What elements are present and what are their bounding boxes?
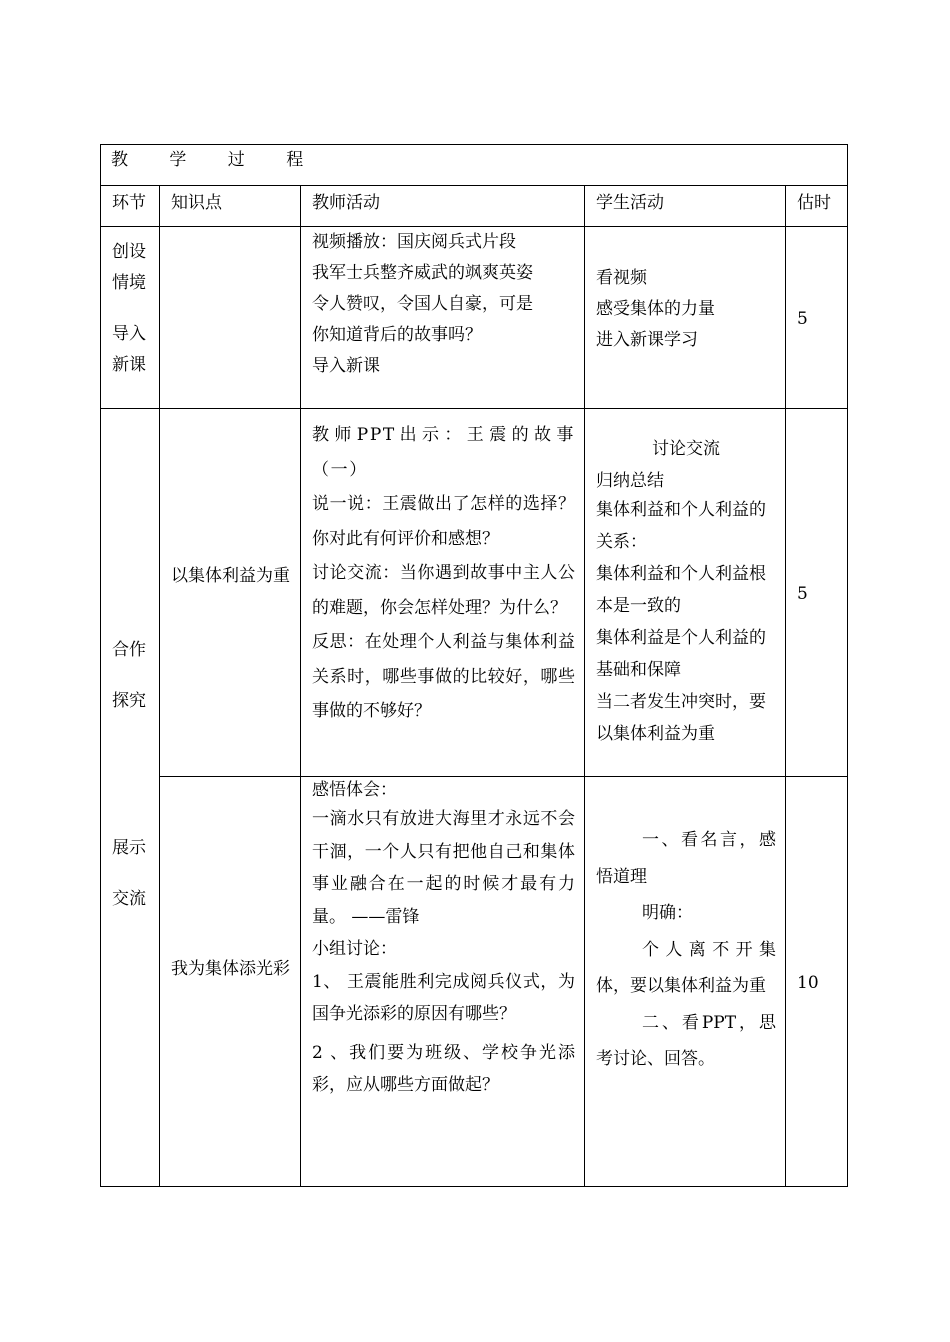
teacher-cell-intro	[301, 227, 585, 409]
teaching-process-table	[100, 144, 848, 1187]
student-cell-contribute	[585, 777, 786, 1187]
time-cell-contribute	[786, 777, 848, 1187]
student-text: 看视频	[596, 268, 647, 288]
time-value: 5	[797, 308, 808, 329]
teacher-text: 导入新课	[312, 356, 380, 376]
stage-cell-intro	[101, 227, 160, 409]
time-cell-collective	[786, 409, 848, 777]
teacher-text: 我军士兵整齐威武的飒爽英姿	[312, 263, 533, 283]
stage-cell-cooperation	[101, 409, 160, 1187]
time-value: 5	[797, 583, 808, 604]
stage-text: 导入	[112, 324, 146, 344]
teacher-text: 2 、我们要为班级、学校争光添彩，应从哪些方面做起？	[312, 1042, 575, 1095]
student-text: 集体利益和个人利益的关系：	[596, 500, 766, 552]
header-student: 学生活动	[585, 186, 786, 227]
student-text: 一、看名言，感悟道理	[596, 830, 776, 887]
teacher-cell-collective	[301, 409, 585, 777]
header-time: 估时	[786, 186, 848, 227]
knowledge-cell-collective	[160, 409, 301, 777]
stage-text: 交流	[112, 889, 146, 909]
stage-text: 探究	[112, 691, 146, 711]
stage-text: 合作	[112, 640, 146, 660]
student-text: 明确：	[642, 903, 693, 923]
student-text: 二、看PPT，思考讨论、回答。	[596, 1012, 776, 1069]
teacher-text: 讨论交流：当你遇到故事中主人公的难题，你会怎样处理？为什么？	[312, 563, 575, 618]
teacher-text: 教师PPT出示：王震的故事（一）	[312, 425, 575, 480]
teacher-text: 令人赞叹，令国人自豪，可是	[312, 294, 533, 314]
knowledge-cell-contribute	[160, 777, 301, 1187]
table-title: 教 学 过 程	[111, 150, 322, 170]
teacher-text: 说一说：王震做出了怎样的选择？你对此有何评价和感想？	[312, 494, 575, 549]
student-text: 集体利益和个人利益根本是一致的	[596, 564, 766, 616]
student-heading: 讨论交流	[652, 439, 720, 459]
teacher-text: 你知道背后的故事吗？	[312, 325, 482, 345]
header-stage: 环节	[101, 186, 160, 227]
teacher-text: 小组讨论：	[312, 939, 397, 959]
student-text: 归纳总结	[596, 471, 664, 491]
student-text: 进入新课学习	[596, 330, 698, 350]
student-text: 个人离不开集体，要以集体利益为重	[596, 939, 776, 996]
student-text: 当二者发生冲突时，要以集体利益为重	[596, 692, 766, 744]
stage-text: 新课	[112, 355, 146, 375]
table-row-contribute	[101, 777, 848, 1187]
stage-text: 情境	[112, 273, 146, 293]
knowledge-text: 以集体利益为重	[171, 566, 290, 586]
stage-text: 展示	[112, 838, 146, 858]
table-title-row	[101, 145, 848, 186]
teacher-text: 视频播放：国庆阅兵式片段	[312, 232, 516, 252]
knowledge-cell-intro	[160, 227, 301, 409]
header-teacher: 教师活动	[301, 186, 585, 227]
student-cell-collective	[585, 409, 786, 777]
table-row-cooperation	[101, 409, 848, 777]
teacher-cell-contribute	[301, 777, 585, 1187]
time-cell-intro	[786, 227, 848, 409]
stage-text: 创设	[112, 242, 146, 262]
teacher-text: 一滴水只有放进大海里才永远不会干涸，一个人只有把他自己和集体事业融合在一起的时候才最有力量。 ——雷锋	[312, 809, 575, 927]
table-header-row	[101, 186, 848, 227]
student-text: 集体利益是个人利益的基础和保障	[596, 628, 766, 680]
teacher-text: 感悟体会：	[312, 780, 397, 800]
table-row-intro	[101, 227, 848, 409]
teacher-text: 1、 王震能胜利完成阅兵仪式，为国争光添彩的原因有哪些？	[312, 971, 575, 1024]
knowledge-text: 我为集体添光彩	[171, 959, 290, 979]
teacher-text: 反思：在处理个人利益与集体利益关系时，哪些事做的比较好，哪些事做的不够好？	[312, 632, 575, 721]
time-value: 10	[797, 972, 819, 993]
student-text: 感受集体的力量	[596, 299, 715, 319]
header-knowledge: 知识点	[160, 186, 301, 227]
student-cell-intro	[585, 227, 786, 409]
table-title-cell	[101, 145, 848, 186]
